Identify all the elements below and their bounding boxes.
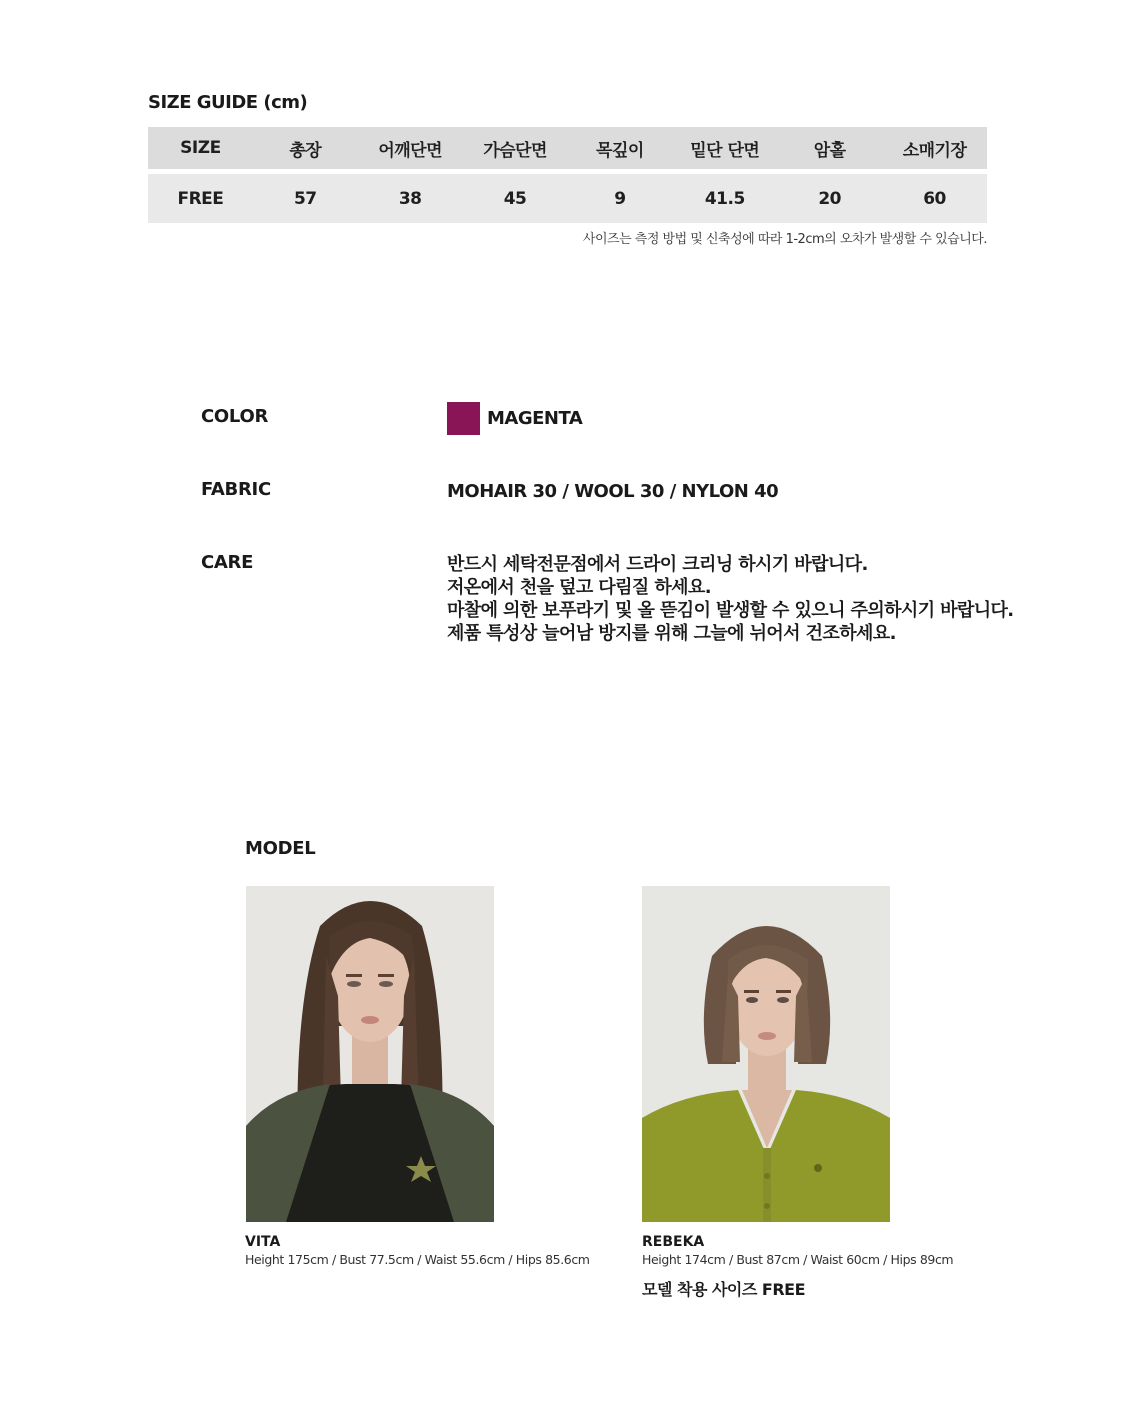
size-table-header-cell: SIZE: [180, 138, 221, 158]
care-line: 제품 특성상 늘어남 방지를 위해 그늘에 뉘어서 건조하세요.: [447, 623, 896, 644]
size-table-header-cell: 목깊이: [596, 140, 644, 161]
size-table-header-cell: 총장: [289, 140, 322, 161]
size-table-header-cell: 가슴단면: [483, 140, 547, 161]
model-stats: Height 174cm / Bust 87cm / Waist 60cm / Hips 89cm: [642, 1252, 954, 1267]
size-table-cell: 60: [923, 188, 946, 209]
size-table-header-cell: 어깨단면: [378, 140, 443, 161]
model-name: REBEKA: [642, 1234, 705, 1250]
size-table-header-cell: 소매기장: [902, 140, 967, 161]
size-table-cell: 57: [293, 188, 317, 209]
size-table-cell: FREE: [177, 188, 224, 209]
color-swatch: [447, 402, 480, 435]
size-table-cell: 41.5: [704, 188, 745, 209]
fabric-label: FABRIC: [201, 479, 271, 500]
care-line: 저온에서 천을 덮고 다림질 하세요.: [447, 577, 711, 598]
size-table-cell: 20: [818, 188, 842, 209]
care-label: CARE: [201, 552, 254, 573]
model-stats: Height 175cm / Bust 77.5cm / Waist 55.6cm / Hips 85.6cm: [245, 1252, 590, 1267]
size-table-header-cell: 암홀: [813, 140, 846, 161]
size-table-cell: 38: [398, 188, 422, 209]
model-photo-rebeka: [642, 886, 890, 1222]
model-name: VITA: [245, 1234, 281, 1250]
size-table-header-cell: 밑단 단면: [690, 140, 760, 161]
care-line: 반드시 세탁전문점에서 드라이 크리닝 하시기 바랍니다.: [447, 554, 868, 575]
color-label: COLOR: [201, 406, 269, 427]
size-table-cell: 9: [614, 188, 626, 209]
size-table-row: [148, 174, 987, 223]
size-table-header-row: [148, 127, 987, 169]
care-line: 마찰에 의한 보푸라기 및 올 뜯김이 발생할 수 있으니 주의하시기 바랍니다.: [447, 600, 1014, 621]
color-value: MAGENTA: [487, 408, 583, 429]
model-section-title: MODEL: [245, 838, 316, 859]
size-table-cell: 45: [503, 188, 527, 209]
model-photo-vita: [246, 886, 494, 1222]
size-guide-title: SIZE GUIDE (cm): [148, 92, 308, 113]
fabric-value: MOHAIR 30 / WOOL 30 / NYLON 40: [447, 481, 779, 502]
model-size-worn: 모델 착용 사이즈 FREE: [642, 1280, 806, 1299]
size-tolerance-note: 사이즈는 측정 방법 및 신축성에 따라 1-2cm의 오차가 발생할 수 있습니다.: [582, 232, 987, 247]
size-guide-table: [148, 127, 987, 223]
care-instructions: [447, 553, 1014, 645]
